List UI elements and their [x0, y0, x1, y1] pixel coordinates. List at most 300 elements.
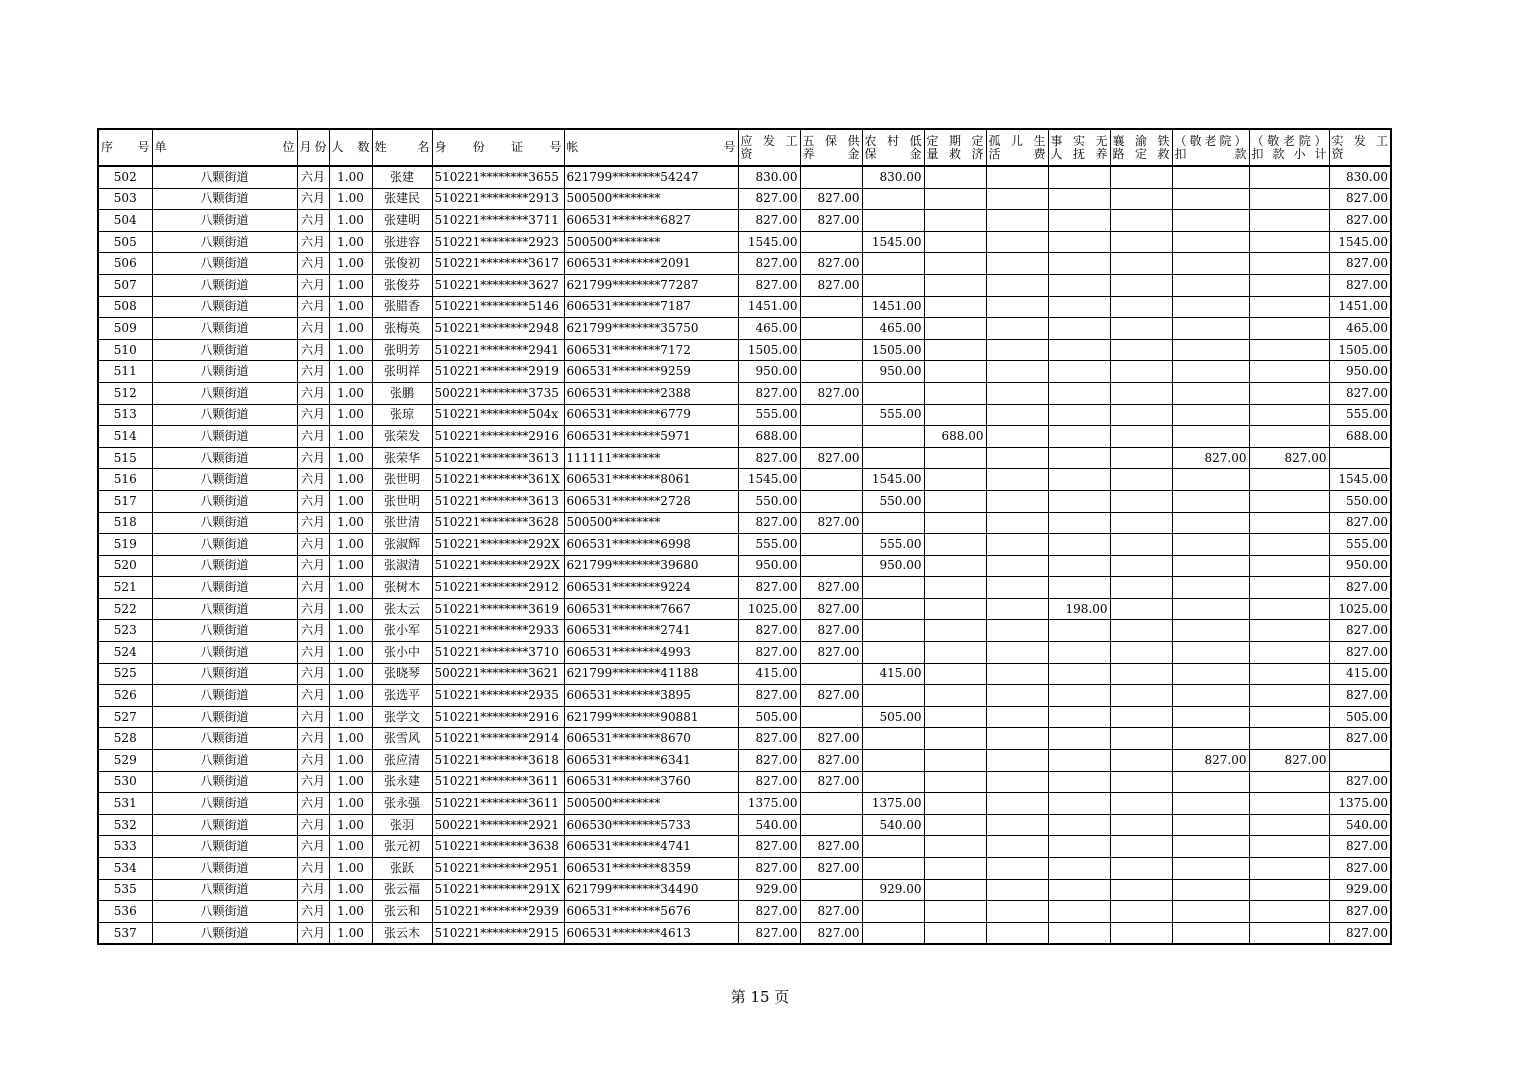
table-cell: 827.00 [738, 577, 800, 599]
table-cell [924, 663, 986, 685]
table-cell: 张羽 [372, 814, 432, 836]
table-cell: 550.00 [1329, 490, 1391, 512]
table-cell: 1.00 [329, 793, 372, 815]
table-cell: 六月 [297, 339, 329, 361]
header-row [98, 129, 1391, 166]
column-header-line1: （敬老院） [1251, 133, 1327, 148]
table-cell: 1.00 [329, 469, 372, 491]
column-header-line1: 帐号 [566, 140, 736, 154]
table-cell [1110, 620, 1172, 642]
table-cell: 张永强 [372, 793, 432, 815]
table-cell: 八颗街道 [152, 577, 297, 599]
table-cell: 827.00 [800, 512, 862, 534]
table-cell [924, 447, 986, 469]
table-cell: 1.00 [329, 555, 372, 577]
table-cell: 八颗街道 [152, 469, 297, 491]
table-cell [1249, 814, 1329, 836]
table-header [98, 129, 1391, 166]
table-cell [1172, 296, 1249, 318]
table-body [98, 166, 1391, 944]
table-cell [1048, 771, 1110, 793]
table-cell [862, 922, 924, 944]
table-cell: 827.00 [738, 922, 800, 944]
table-cell: 1.00 [329, 814, 372, 836]
table-cell: 827.00 [800, 836, 862, 858]
table-cell: 827.00 [1329, 210, 1391, 232]
table-cell: 827.00 [738, 728, 800, 750]
table-cell [862, 382, 924, 404]
table-cell: 八颗街道 [152, 620, 297, 642]
table-cell: 950.00 [1329, 361, 1391, 383]
table-cell: 510221********2914 [432, 728, 564, 750]
table-cell: 606531********6341 [564, 750, 738, 772]
column-header-line2: 养金 [802, 146, 860, 161]
table-cell: 830.00 [738, 166, 800, 188]
table-cell [862, 447, 924, 469]
table-cell: 1.00 [329, 577, 372, 599]
table-cell [924, 728, 986, 750]
table-cell [1172, 231, 1249, 253]
table-row [98, 685, 1391, 707]
table-cell: 830.00 [1329, 166, 1391, 188]
table-cell [1048, 836, 1110, 858]
table-cell: 八颗街道 [152, 706, 297, 728]
column-header-line1: 应发工 [740, 133, 798, 148]
table-cell: 533 [98, 836, 152, 858]
table-cell [924, 253, 986, 275]
table-cell [1048, 879, 1110, 901]
table-row [98, 210, 1391, 232]
table-cell [924, 166, 986, 188]
table-cell: 510221********3628 [432, 512, 564, 534]
table-cell [1172, 728, 1249, 750]
payroll-table [97, 128, 1392, 945]
table-cell [1249, 426, 1329, 448]
table-cell [1172, 253, 1249, 275]
table-cell: 827.00 [800, 188, 862, 210]
table-cell [986, 598, 1048, 620]
table-cell [800, 534, 862, 556]
table-cell: 1451.00 [1329, 296, 1391, 318]
table-cell: 六月 [297, 814, 329, 836]
table-cell: 503 [98, 188, 152, 210]
table-cell: 527 [98, 706, 152, 728]
column-header [98, 129, 152, 166]
table-cell: 827.00 [738, 253, 800, 275]
table-cell [1249, 577, 1329, 599]
table-cell: 510221********3613 [432, 447, 564, 469]
table-cell: 520 [98, 555, 152, 577]
table-cell: 八颗街道 [152, 512, 297, 534]
table-cell [924, 858, 986, 880]
column-header-line1: 襄渝铁 [1112, 133, 1170, 148]
table-cell: 1025.00 [1329, 598, 1391, 620]
table-cell [986, 750, 1048, 772]
table-cell: 六月 [297, 706, 329, 728]
table-cell: 六月 [297, 642, 329, 664]
table-cell: 1.00 [329, 296, 372, 318]
table-cell: 八颗街道 [152, 339, 297, 361]
table-cell: 521 [98, 577, 152, 599]
table-cell [924, 922, 986, 944]
table-cell: 510221********2919 [432, 361, 564, 383]
table-cell [924, 685, 986, 707]
table-cell: 张明芳 [372, 339, 432, 361]
table-cell [1249, 210, 1329, 232]
table-cell: 507 [98, 274, 152, 296]
table-cell: 517 [98, 490, 152, 512]
table-cell: 六月 [297, 426, 329, 448]
table-cell: 500221********2921 [432, 814, 564, 836]
table-cell: 827.00 [800, 771, 862, 793]
table-cell: 827.00 [800, 620, 862, 642]
column-header [1172, 129, 1249, 166]
table-cell: 六月 [297, 750, 329, 772]
table-row [98, 166, 1391, 188]
table-cell: 827.00 [1249, 447, 1329, 469]
table-cell [1110, 706, 1172, 728]
table-cell [986, 318, 1048, 340]
table-cell: 1.00 [329, 447, 372, 469]
table-cell [862, 426, 924, 448]
table-cell [1048, 339, 1110, 361]
table-cell [1172, 361, 1249, 383]
table-cell [1249, 793, 1329, 815]
table-cell: 八颗街道 [152, 879, 297, 901]
table-cell [1249, 512, 1329, 534]
table-cell [924, 836, 986, 858]
table-cell: 六月 [297, 534, 329, 556]
table-cell: 八颗街道 [152, 598, 297, 620]
table-cell: 827.00 [1329, 858, 1391, 880]
table-cell [1048, 318, 1110, 340]
table-cell: 827.00 [738, 858, 800, 880]
table-cell: 510221********361X [432, 469, 564, 491]
column-header-line1: （敬老院） [1174, 133, 1247, 148]
table-cell: 827.00 [738, 642, 800, 664]
table-cell: 502 [98, 166, 152, 188]
table-cell: 六月 [297, 274, 329, 296]
table-cell: 1.00 [329, 253, 372, 275]
table-row [98, 879, 1391, 901]
table-cell: 827.00 [738, 901, 800, 923]
table-cell: 555.00 [862, 404, 924, 426]
table-cell [1110, 253, 1172, 275]
table-cell [1110, 922, 1172, 944]
table-cell: 500221********3621 [432, 663, 564, 685]
table-cell [862, 750, 924, 772]
table-cell: 827.00 [738, 188, 800, 210]
table-cell [1172, 814, 1249, 836]
table-row [98, 512, 1391, 534]
table-cell [1172, 577, 1249, 599]
table-cell [986, 879, 1048, 901]
table-cell [800, 318, 862, 340]
table-cell: 606531********2741 [564, 620, 738, 642]
table-cell: 1545.00 [1329, 231, 1391, 253]
table-cell [1110, 296, 1172, 318]
table-cell [862, 598, 924, 620]
table-cell [1048, 361, 1110, 383]
table-cell: 六月 [297, 318, 329, 340]
table-cell: 606531********7667 [564, 598, 738, 620]
column-header [1329, 129, 1391, 166]
table-cell: 528 [98, 728, 152, 750]
table-cell: 八颗街道 [152, 253, 297, 275]
table-cell: 510221********2941 [432, 339, 564, 361]
table-cell [1172, 426, 1249, 448]
table-cell: 534 [98, 858, 152, 880]
table-cell [1110, 598, 1172, 620]
table-cell [1172, 555, 1249, 577]
table-cell [1110, 750, 1172, 772]
table-cell: 张云和 [372, 901, 432, 923]
table-cell: 六月 [297, 188, 329, 210]
table-cell [924, 361, 986, 383]
table-cell [924, 318, 986, 340]
table-cell: 504 [98, 210, 152, 232]
table-row [98, 858, 1391, 880]
column-header-line1: 单位 [154, 140, 295, 154]
table-cell [1048, 793, 1110, 815]
table-cell: 张晓琴 [372, 663, 432, 685]
table-cell [862, 836, 924, 858]
table-cell: 621799********34490 [564, 879, 738, 901]
table-cell [1249, 296, 1329, 318]
table-cell: 535 [98, 879, 152, 901]
table-cell: 510221********3638 [432, 836, 564, 858]
table-cell: 827.00 [800, 253, 862, 275]
table-cell [1172, 534, 1249, 556]
table-cell [1172, 598, 1249, 620]
table-cell: 八颗街道 [152, 166, 297, 188]
table-cell: 505 [98, 231, 152, 253]
table-cell [1249, 836, 1329, 858]
table-cell [1249, 253, 1329, 275]
table-cell [1249, 922, 1329, 944]
column-header-line2: 量救济 [926, 146, 984, 161]
table-cell [800, 469, 862, 491]
table-cell: 827.00 [800, 858, 862, 880]
table-cell: 510221********2951 [432, 858, 564, 880]
table-cell [924, 577, 986, 599]
table-cell: 555.00 [738, 534, 800, 556]
table-cell: 510221********504x [432, 404, 564, 426]
table-cell [1048, 858, 1110, 880]
table-cell [1249, 534, 1329, 556]
table-cell: 六月 [297, 620, 329, 642]
table-cell: 张永建 [372, 771, 432, 793]
table-cell: 1.00 [329, 166, 372, 188]
table-cell: 606531********4741 [564, 836, 738, 858]
table-cell: 555.00 [738, 404, 800, 426]
table-row [98, 296, 1391, 318]
table-cell: 1.00 [329, 231, 372, 253]
table-cell: 张荣发 [372, 426, 432, 448]
table-cell [1172, 793, 1249, 815]
table-cell: 八颗街道 [152, 728, 297, 750]
table-cell: 415.00 [1329, 663, 1391, 685]
table-cell: 六月 [297, 685, 329, 707]
table-cell: 510221********3611 [432, 793, 564, 815]
table-cell: 827.00 [800, 577, 862, 599]
table-cell [986, 793, 1048, 815]
table-cell [1048, 685, 1110, 707]
table-cell [1110, 361, 1172, 383]
table-cell [924, 339, 986, 361]
table-cell: 830.00 [862, 166, 924, 188]
table-cell: 八颗街道 [152, 793, 297, 815]
table-cell: 827.00 [738, 447, 800, 469]
table-cell [1048, 404, 1110, 426]
table-cell: 1.00 [329, 598, 372, 620]
table-cell: 827.00 [738, 210, 800, 232]
table-cell: 827.00 [738, 620, 800, 642]
table-cell [1172, 771, 1249, 793]
table-cell: 929.00 [1329, 879, 1391, 901]
table-cell: 1451.00 [862, 296, 924, 318]
table-cell: 827.00 [1329, 922, 1391, 944]
table-cell [1172, 901, 1249, 923]
table-row [98, 469, 1391, 491]
table-cell [1172, 210, 1249, 232]
table-cell [1172, 922, 1249, 944]
table-cell: 六月 [297, 879, 329, 901]
table-cell: 827.00 [1329, 382, 1391, 404]
table-cell: 八颗街道 [152, 555, 297, 577]
table-cell: 950.00 [862, 361, 924, 383]
table-cell: 六月 [297, 210, 329, 232]
table-cell: 张雪风 [372, 728, 432, 750]
table-row [98, 274, 1391, 296]
table-cell [1172, 318, 1249, 340]
table-cell: 510221********2948 [432, 318, 564, 340]
table-cell [1110, 188, 1172, 210]
table-cell: 508 [98, 296, 152, 318]
table-cell: 八颗街道 [152, 534, 297, 556]
table-cell: 1375.00 [862, 793, 924, 815]
table-cell: 827.00 [1329, 577, 1391, 599]
table-row [98, 771, 1391, 793]
table-cell: 827.00 [1172, 447, 1249, 469]
table-cell [1048, 814, 1110, 836]
table-cell [862, 274, 924, 296]
table-cell: 606531********2388 [564, 382, 738, 404]
table-cell [1110, 447, 1172, 469]
table-cell: 六月 [297, 447, 329, 469]
table-cell: 1545.00 [862, 469, 924, 491]
table-cell: 606531********8359 [564, 858, 738, 880]
table-cell [1172, 339, 1249, 361]
table-cell [1172, 490, 1249, 512]
column-header [152, 129, 297, 166]
table-cell [986, 728, 1048, 750]
table-cell [862, 642, 924, 664]
column-header-line1: 五保供 [802, 133, 860, 148]
table-cell: 515 [98, 447, 152, 469]
table-cell: 537 [98, 922, 152, 944]
table-cell: 606531********6779 [564, 404, 738, 426]
table-cell [986, 685, 1048, 707]
table-cell: 八颗街道 [152, 274, 297, 296]
table-cell [1172, 512, 1249, 534]
table-cell [924, 382, 986, 404]
table-row [98, 555, 1391, 577]
table-cell [986, 663, 1048, 685]
table-cell: 1545.00 [738, 469, 800, 491]
table-cell: 415.00 [738, 663, 800, 685]
column-header [564, 129, 738, 166]
table-cell: 六月 [297, 555, 329, 577]
table-cell [924, 555, 986, 577]
table-cell [1110, 901, 1172, 923]
table-cell [1110, 879, 1172, 901]
table-row [98, 361, 1391, 383]
table-cell [1110, 793, 1172, 815]
table-cell [986, 901, 1048, 923]
table-row [98, 188, 1391, 210]
table-cell [1172, 620, 1249, 642]
table-cell: 827.00 [800, 274, 862, 296]
table-cell: 550.00 [738, 490, 800, 512]
table-cell: 八颗街道 [152, 814, 297, 836]
table-cell [924, 274, 986, 296]
table-cell: 531 [98, 793, 152, 815]
table-cell: 1545.00 [1329, 469, 1391, 491]
table-row [98, 750, 1391, 772]
table-cell [862, 771, 924, 793]
table-cell: 1.00 [329, 922, 372, 944]
table-cell: 606531********2091 [564, 253, 738, 275]
table-cell: 1451.00 [738, 296, 800, 318]
table-cell: 465.00 [1329, 318, 1391, 340]
table-cell [1249, 620, 1329, 642]
table-cell: 八颗街道 [152, 642, 297, 664]
table-cell: 606531********9259 [564, 361, 738, 383]
table-cell [1172, 382, 1249, 404]
table-cell [1048, 166, 1110, 188]
table-cell: 1.00 [329, 836, 372, 858]
table-cell: 929.00 [862, 879, 924, 901]
table-cell [924, 706, 986, 728]
table-cell: 621799********90881 [564, 706, 738, 728]
table-cell: 827.00 [738, 836, 800, 858]
table-cell [800, 361, 862, 383]
table-cell: 827.00 [1329, 728, 1391, 750]
table-cell: 六月 [297, 382, 329, 404]
table-cell [1048, 620, 1110, 642]
table-cell: 827.00 [1329, 188, 1391, 210]
table-cell: 1.00 [329, 361, 372, 383]
table-cell [986, 166, 1048, 188]
table-cell: 1.00 [329, 426, 372, 448]
table-cell: 555.00 [1329, 534, 1391, 556]
table-cell: 张梅英 [372, 318, 432, 340]
table-cell: 514 [98, 426, 152, 448]
table-cell: 1.00 [329, 642, 372, 664]
table-cell: 510221********3655 [432, 166, 564, 188]
table-cell [986, 620, 1048, 642]
table-cell: 1.00 [329, 728, 372, 750]
table-cell [800, 793, 862, 815]
column-header [800, 129, 862, 166]
table-cell: 606531********8670 [564, 728, 738, 750]
table-cell: 606531********2728 [564, 490, 738, 512]
column-header-line1: 人数 [331, 140, 370, 154]
table-cell: 111111******** [564, 447, 738, 469]
column-header [1110, 129, 1172, 166]
table-cell: 张太云 [372, 598, 432, 620]
